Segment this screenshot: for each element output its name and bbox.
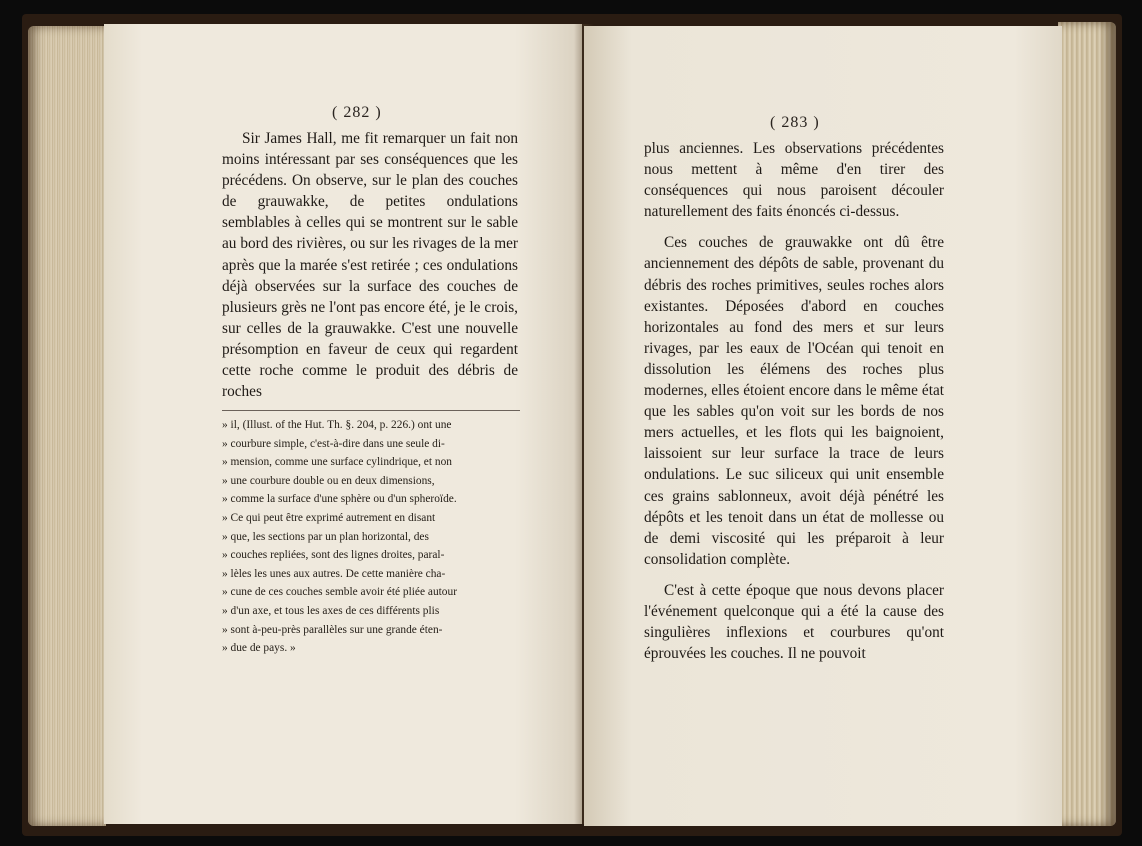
right-paragraph: Ces couches de grauwakke ont dû être anciennement des dépôts de sable, provenant du débris des roches primitives, seules roches alors existantes. Déposées d'abord en couches horizontales au fond des mers et sur leurs rivages, par les eaux de l'Océan qui tenoit en dissolution les élémens des roches plus modernes, elles étoient encore dans le même état que les sables qu'on voit sur les bords de nos mers actuelles, et les flots qui les baignoient, laissoient sur leur surface la trace de leurs ondulations. Le suc siliceux qui unit ensemble ces grains sablonneux, avoit déjà pénétré les dépôts et les tenoit dans un état de mollesse ou de demi viscosité qui les préparoit à leur consolidation complète. [644, 234, 944, 568]
right-paragraph: C'est à cette époque que nous devons placer l'événement quelconque qui a été la cause des singulières inflexions et courbures qu'ont éprouvées les couches. Il ne pouvoit [644, 581, 944, 663]
footnote-rule [222, 410, 520, 411]
footnote-line: » Ce qui peut être exprimé autrement en disant [222, 511, 436, 524]
footnote-line: » couches repliées, sont des lignes droites, paral- [222, 549, 445, 562]
footnote-line: » lèles les unes aux autres. De cette manière cha- [222, 567, 446, 580]
right-page-number: ( 283 ) [770, 114, 820, 131]
footnote-line: » que, les sections par un plan horizontal, des [222, 530, 429, 543]
left-footnote [222, 416, 522, 658]
page-edges-left [28, 26, 106, 826]
right-page [584, 26, 1062, 826]
left-body-text [222, 128, 518, 402]
page-edges-right [1058, 22, 1116, 826]
left-paragraph: Sir James Hall, me fit remarquer un fait non moins intéressant par ses conséquences que les précédens. On observe, sur le plan des couches de grauwakke, de petites ondulations semblables à celles qui se montrent sur le sable au bord des rivières, ou sur les rivages de la mer après que la marée s'est retirée ; ces ondulations déjà observées sur la surface des couches de plusieurs grès ne l'ont pas encore été, je le crois, sur celles de la grauwakke. C'est une nouvelle présomption en faveur de ceux qui regardent cette roche comme le produit des débris de roches [222, 130, 518, 401]
footnote-line: » une courbure double ou en deux dimensions, [222, 474, 435, 487]
right-paragraph: plus anciennes. Les observations précédentes nous mettent à même d'en tirer des conséquences qui nous paroisent découler naturellement des faits énoncés ci-dessus. [644, 140, 944, 221]
footnote-line: » comme la surface d'une sphère ou d'un spheroïde. [222, 493, 457, 506]
footnote-line: » courbure simple, c'est-à-dire dans une seule di- [222, 437, 445, 450]
footnote-line: » sont à-peu-près parallèles sur une grande éten- [222, 623, 443, 636]
right-body-text [644, 138, 944, 664]
left-page [104, 24, 582, 824]
footnote-line: » d'un axe, et tous les axes de ces différents plis [222, 604, 440, 617]
footnote-line: » il, (Illust. of the Hut. Th. §. 204, p. 226.) ont une [222, 419, 452, 431]
footnote-line: » due de pays. » [222, 642, 296, 655]
footnote-line: » cune de ces couches semble avoir été pliée autour [222, 586, 457, 599]
left-page-number: ( 282 ) [332, 104, 382, 121]
footnote-line: » mension, comme une surface cylindrique, et non [222, 456, 452, 469]
